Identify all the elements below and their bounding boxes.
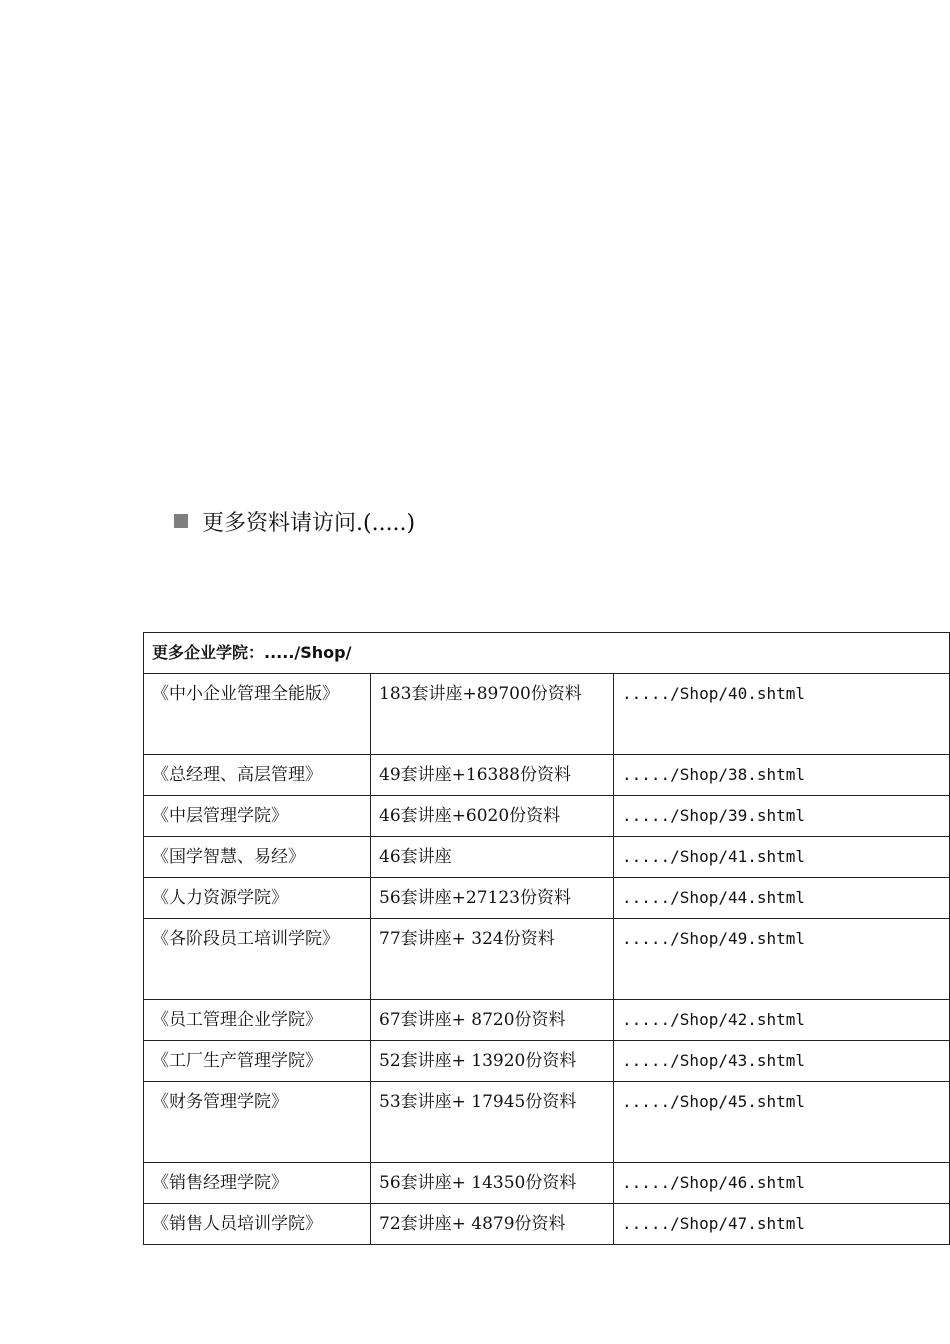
academy-content-cell: 56套讲座+27123份资料 (371, 878, 614, 919)
table-row (144, 837, 950, 878)
academy-content-cell: 46套讲座+6020份资料 (371, 796, 614, 837)
academy-content-cell: 49套讲座+16388份资料 (371, 755, 614, 796)
table-row (144, 674, 950, 755)
academy-content-cell: 183套讲座+89700份资料 (371, 674, 614, 755)
table-row (144, 1082, 950, 1163)
academy-link-cell[interactable]: ...../Shop/46.shtml (614, 1163, 950, 1204)
academy-name-cell: 《员工管理企业学院》 (144, 1000, 371, 1041)
academy-name-cell: 《国学智慧、易经》 (144, 837, 371, 878)
academy-link-cell[interactable]: ...../Shop/39.shtml (614, 796, 950, 837)
academy-link-cell[interactable]: ...../Shop/47.shtml (614, 1204, 950, 1245)
table-row (144, 878, 950, 919)
academy-content-cell: 52套讲座+ 13920份资料 (371, 1041, 614, 1082)
academy-name-cell: 《销售经理学院》 (144, 1163, 371, 1204)
academy-link-cell[interactable]: ...../Shop/41.shtml (614, 837, 950, 878)
square-bullet-icon (174, 514, 188, 528)
academy-link-cell[interactable]: ...../Shop/40.shtml (614, 674, 950, 755)
visit-notice (174, 503, 415, 539)
visit-notice-text: 更多资料请访问.(.....) (202, 510, 416, 536)
table-row (144, 755, 950, 796)
table-row (144, 1041, 950, 1082)
academy-name-cell: 《中层管理学院》 (144, 796, 371, 837)
academy-link-cell[interactable]: ...../Shop/43.shtml (614, 1041, 950, 1082)
academy-name-cell: 《销售人员培训学院》 (144, 1204, 371, 1245)
academy-link-cell[interactable]: ...../Shop/44.shtml (614, 878, 950, 919)
academy-content-cell: 46套讲座 (371, 837, 614, 878)
catalog-header: 更多企业学院：...../Shop/ (144, 633, 950, 674)
table-row (144, 1000, 950, 1041)
academy-link-cell[interactable]: ...../Shop/38.shtml (614, 755, 950, 796)
academy-name-cell: 《财务管理学院》 (144, 1082, 371, 1163)
academy-name-cell: 《各阶段员工培训学院》 (144, 919, 371, 1000)
academy-name-cell: 《工厂生产管理学院》 (144, 1041, 371, 1082)
table-row (144, 1204, 950, 1245)
academy-content-cell: 77套讲座+ 324份资料 (371, 919, 614, 1000)
academy-content-cell: 67套讲座+ 8720份资料 (371, 1000, 614, 1041)
academy-name-cell: 《人力资源学院》 (144, 878, 371, 919)
academy-content-cell: 53套讲座+ 17945份资料 (371, 1082, 614, 1163)
academy-name-cell: 《总经理、高层管理》 (144, 755, 371, 796)
academy-link-cell[interactable]: ...../Shop/42.shtml (614, 1000, 950, 1041)
academy-link-cell[interactable]: ...../Shop/49.shtml (614, 919, 950, 1000)
table-row (144, 796, 950, 837)
table-row (144, 919, 950, 1000)
academy-name-cell: 《中小企业管理全能版》 (144, 674, 371, 755)
academy-catalog-table (143, 632, 950, 1245)
academy-content-cell: 72套讲座+ 4879份资料 (371, 1204, 614, 1245)
academy-content-cell: 56套讲座+ 14350份资料 (371, 1163, 614, 1204)
catalog-header-row (144, 633, 950, 674)
table-row (144, 1163, 950, 1204)
academy-link-cell[interactable]: ...../Shop/45.shtml (614, 1082, 950, 1163)
